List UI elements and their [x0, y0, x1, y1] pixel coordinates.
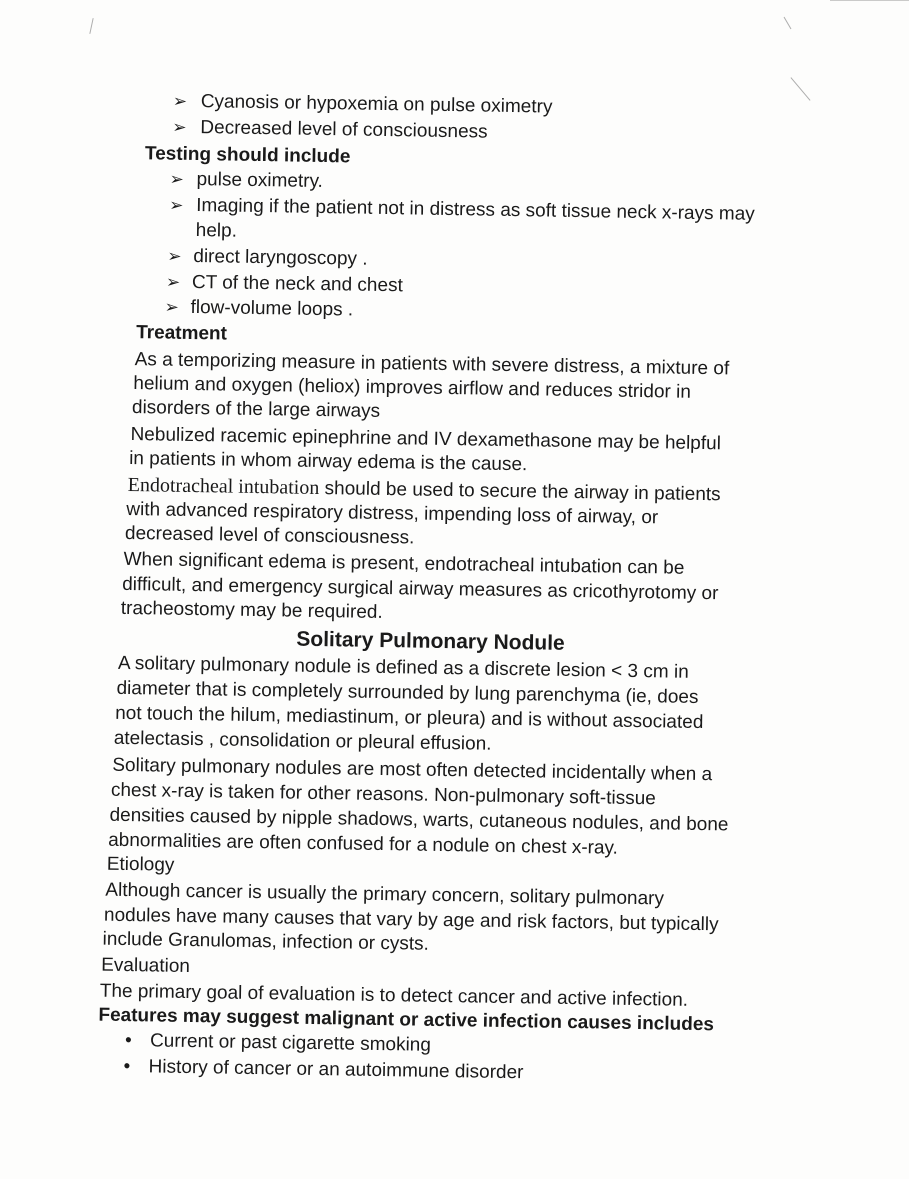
testing-item: pulse oximetry. [196, 169, 324, 193]
arrow-bullet-icon: ➢ [169, 169, 184, 190]
definition-line: abnormalities are often confused for a nodule on chest x-ray. [108, 829, 619, 859]
treatment-line: with advanced respiratory distress, impending loss of airway, or [126, 498, 659, 529]
definition-line: not touch the hilum, mediastinum, or pleura) and is without associated [115, 702, 704, 734]
section-title: Solitary Pulmonary Nodule [296, 627, 565, 655]
treatment-line: As a temporizing measure in patients with severe distress, a mixture of [134, 349, 730, 380]
arrow-bullet-icon: ➢ [167, 246, 182, 267]
treatment-serif-text: Endotracheal intubation [127, 473, 320, 499]
treatment-line: helium and oxygen (heliox) improves airflow and reduces stridor in [133, 373, 692, 403]
evaluation-heading: Evaluation [101, 954, 191, 978]
treatment-line: disorders of the large airways [131, 397, 381, 422]
treatment-heading: Treatment [135, 322, 228, 345]
arrow-bullet-icon: ➢ [168, 195, 184, 216]
definition-line: chest x-ray is taken for other reasons. Non-pulmonary soft-tissue [110, 779, 656, 810]
definition-line: densities caused by nipple shadows, warts, cutaneous nodules, and bone [109, 804, 729, 836]
treatment-line-rest: should be used to secure the airway in patients [319, 477, 721, 506]
feature-item: Current or past cigarette smoking [149, 1030, 432, 1056]
testing-item: direct laryngoscopy . [193, 245, 368, 270]
etiology-heading: Etiology [106, 853, 175, 876]
testing-item: Imaging if the patient not in distress as soft tissue neck x-rays may [195, 195, 755, 225]
arrow-bullet-icon: ➢ [164, 297, 179, 318]
testing-heading: Testing should include [144, 143, 351, 168]
treatment-line: difficult, and emergency surgical airway measures as cricothyrotomy or [122, 573, 719, 605]
testing-item: flow-volume loops . [190, 296, 354, 321]
definition-line: atelectasis , consolidation or pleural effusion. [113, 727, 492, 755]
definition-line: A solitary pulmonary nodule is defined as a discrete lesion < 3 cm in [117, 652, 689, 683]
arrow-bullet-icon: ➢ [172, 91, 188, 112]
arrow-bullet-icon: ➢ [165, 272, 181, 293]
treatment-line: Nebulized racemic epinephrine and IV dexamethasone may be helpful [130, 424, 722, 455]
dot-bullet-icon: • [124, 1030, 132, 1052]
testing-item-continuation: help. [195, 220, 238, 242]
arrow-bullet-icon: ➢ [172, 117, 187, 138]
etiology-line: nodules have many causes that vary by age and risk factors, but typically [103, 904, 719, 936]
treatment-line: in patients in whom airway edema is the cause. [129, 448, 528, 476]
feature-item: History of cancer or an autoimmune disorder [148, 1056, 524, 1084]
treatment-line: decreased level of consciousness. [124, 522, 415, 549]
definition-line: Solitary pulmonary nodules are most often detected incidentally when a [112, 754, 713, 786]
treatment-line: When significant edema is present, endotracheal intubation can be [123, 548, 685, 579]
dot-bullet-icon: • [123, 1055, 131, 1078]
evaluation-line: The primary goal of evaluation is to detect cancer and active infection. [99, 980, 689, 1011]
treatment-line: tracheostomy may be required. [120, 597, 383, 624]
definition-line: diameter that is completely surrounded by lung parenchyma (ie, does [116, 677, 699, 708]
etiology-line: include Granulomas, infection or cysts. [102, 928, 430, 955]
etiology-line: Although cancer is usually the primary concern, solitary pulmonary [105, 879, 665, 910]
symptom-item: Cyanosis or hypoxemia on pulse oximetry [200, 91, 553, 118]
symptom-item: Decreased level of consciousness [200, 117, 488, 143]
scan-mark-corner [830, 0, 909, 1]
testing-item: CT of the neck and chest [191, 271, 403, 297]
features-heading: Features may suggest malignant or active infection causes includes [98, 1004, 715, 1036]
